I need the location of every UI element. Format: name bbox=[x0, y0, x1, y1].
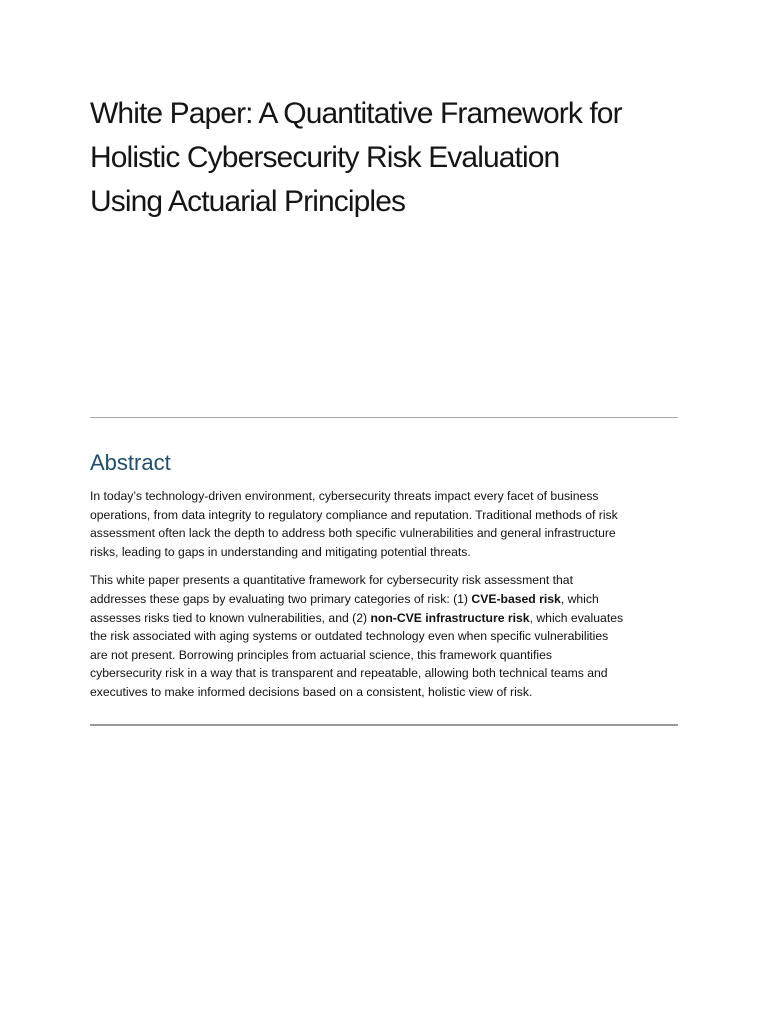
paragraph-2-line bbox=[90, 609, 678, 628]
title-line-1: White Paper: A Quantitative Framework for bbox=[90, 97, 622, 130]
paragraph-1-line: In today’s technology-driven environment, cybersecurity threats impact every facet of business bbox=[90, 489, 599, 503]
paragraph-2-text: assesses risks tied to known vulnerabilities, and (2) bbox=[90, 610, 371, 625]
paragraph-2-line: the risk associated with aging systems or outdated technology even when specific vulnerabilities bbox=[90, 629, 609, 644]
title-line-2: Holistic Cybersecurity Risk Evaluation bbox=[90, 141, 560, 174]
paragraph-2-line bbox=[90, 590, 678, 609]
paragraph-2-line: cybersecurity risk in a way that is transparent and repeatable, allowing both technical teams and bbox=[90, 666, 608, 681]
cve-based-risk-term: CVE-based risk bbox=[471, 591, 561, 606]
paragraph-2-text: addresses these gaps by evaluating two primary categories of risk: (1) bbox=[90, 591, 472, 606]
paragraph-1-line: assessment often lack the depth to address both specific vulnerabilities and general infrastructure bbox=[90, 526, 616, 541]
abstract-heading: Abstract bbox=[90, 450, 171, 475]
paragraph-2-text: , which evaluates bbox=[529, 610, 624, 625]
paragraph-2-line: are not present. Borrowing principles from actuarial science, this framework quantifies bbox=[90, 647, 552, 662]
paragraph-1-line: risks, leading to gaps in understanding and mitigating potential threats. bbox=[90, 544, 471, 559]
top-divider bbox=[90, 417, 678, 418]
bottom-divider bbox=[90, 724, 678, 726]
non-cve-infrastructure-risk-term: non-CVE infrastructure risk bbox=[370, 610, 530, 625]
paragraph-1-line: operations, from data integrity to regulatory compliance and reputation. Traditional methods of risk bbox=[90, 507, 618, 522]
paragraph-2-text: , which bbox=[560, 591, 599, 606]
abstract-paragraph-2 bbox=[90, 571, 678, 701]
abstract-paragraph-1 bbox=[90, 487, 678, 561]
paragraph-2-line: This white paper presents a quantitative framework for cybersecurity risk assessment that bbox=[90, 573, 573, 588]
title-line-3: Using Actuarial Principles bbox=[90, 185, 406, 218]
paragraph-2-line: executives to make informed decisions based on a consistent, holistic view of risk. bbox=[90, 684, 533, 699]
abstract-body bbox=[90, 487, 678, 712]
document-title bbox=[90, 92, 678, 224]
